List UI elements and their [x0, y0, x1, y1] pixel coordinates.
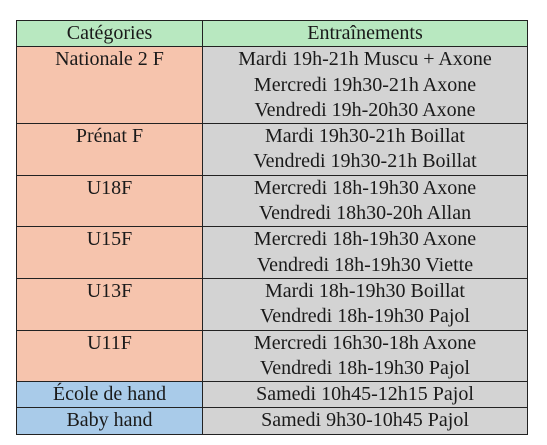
session-line: Mercredi 18h-19h30 Axone: [253, 228, 477, 251]
sessions-cell: [203, 382, 528, 408]
table-row: [17, 330, 528, 382]
category-cell: École de hand: [17, 382, 203, 408]
category-cell: U13F: [17, 278, 203, 330]
category-cell: U11F: [17, 330, 203, 382]
session-line: Vendredi 18h30-20h Allan: [258, 202, 472, 225]
table-row: [17, 47, 528, 124]
table-row: [17, 124, 528, 176]
header-categories: Catégories: [17, 21, 203, 47]
session-line: Mercredi 18h-19h30 Axone: [253, 176, 477, 199]
sessions-cell: [203, 47, 528, 124]
header-trainings: Entraînements: [203, 21, 528, 47]
session-line: Mercredi 16h30-18h Axone: [253, 331, 477, 354]
table-row: [17, 227, 528, 279]
session-line: Vendredi 18h-19h30 Pajol: [260, 305, 470, 328]
table-row: [17, 175, 528, 227]
sessions-cell: [203, 124, 528, 176]
session-line: Mardi 19h30-21h Boillat: [265, 125, 465, 148]
sessions-cell: [203, 408, 528, 434]
training-schedule-table: [16, 20, 528, 435]
header-row: [17, 21, 528, 47]
category-cell: U18F: [17, 175, 203, 227]
category-cell: U15F: [17, 227, 203, 279]
category-cell: Baby hand: [17, 408, 203, 434]
table-row: [17, 278, 528, 330]
session-line: Samedi 10h45-12h15 Pajol: [256, 383, 474, 406]
session-line: Mardi 19h-21h Muscu + Axone: [238, 48, 492, 71]
sessions-cell: [203, 330, 528, 382]
category-cell: Nationale 2 F: [17, 47, 203, 124]
session-line: Vendredi 18h-19h30 Viette: [256, 253, 474, 276]
session-line: Vendredi 18h-19h30 Pajol: [260, 356, 470, 379]
session-line: Samedi 9h30-10h45 Pajol: [261, 409, 469, 432]
sessions-cell: [203, 175, 528, 227]
sessions-cell: [203, 227, 528, 279]
session-line: Mercredi 19h30-21h Axone: [253, 73, 477, 96]
category-cell: Prénat F: [17, 124, 203, 176]
sessions-cell: [203, 278, 528, 330]
session-line: Vendredi 19h30-21h Boillat: [253, 150, 477, 173]
session-line: Vendredi 19h-20h30 Axone: [254, 98, 476, 121]
session-line: Mardi 18h-19h30 Boillat: [265, 279, 465, 302]
table-row: [17, 408, 528, 434]
table-row: [17, 382, 528, 408]
